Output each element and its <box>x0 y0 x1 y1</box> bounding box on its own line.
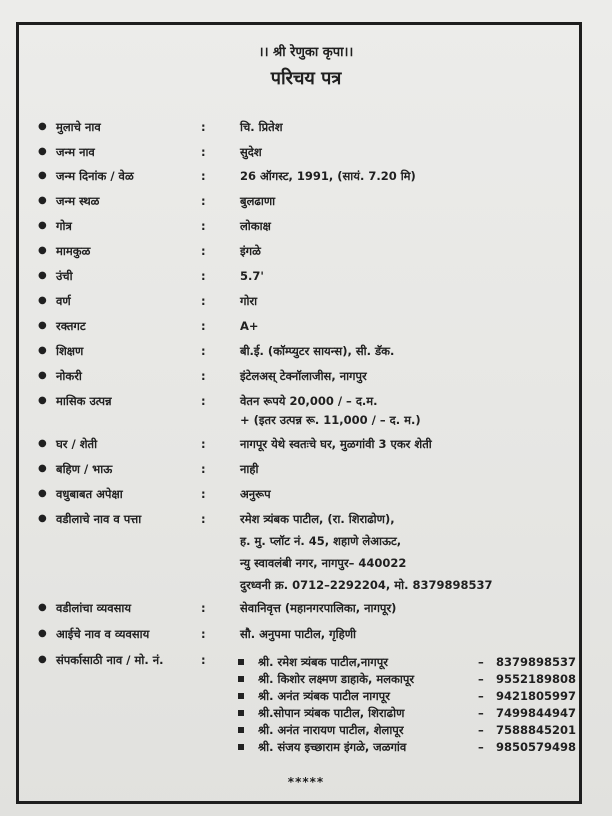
field-value-line: सेवानिवृत्त (महानगरपालिका, नागपूर) <box>240 601 397 615</box>
square-bullet-icon <box>238 744 244 750</box>
field-colon: : <box>201 319 206 333</box>
field-value <box>240 294 257 316</box>
contact-item <box>238 740 578 757</box>
field-value-line: न्यु स्वावलंबी नगर, नागपुर– 440022 <box>240 556 407 570</box>
field-label: बहिण / भाऊ <box>56 462 113 476</box>
field-value-line: बी.ई. (कॉम्प्युटर सायन्स), सी. डॅक. <box>240 344 395 358</box>
field-colon: : <box>201 219 206 233</box>
field-label: शिक्षण <box>56 344 84 358</box>
contact-item <box>238 723 578 740</box>
field-colon: : <box>201 394 206 408</box>
contact-dash: – <box>478 740 484 754</box>
field-value-line: + (इतर उत्पन्न रू. 11,000 / – द. म.) <box>240 413 421 427</box>
field-colon: : <box>201 269 206 283</box>
field-label: नोकरी <box>56 369 82 383</box>
field-value <box>240 601 396 623</box>
square-bullet-icon <box>238 676 244 682</box>
field-colon: : <box>201 244 206 258</box>
field-value <box>240 344 394 366</box>
field-value-line: 26 ऑगस्ट, 1991, (सायं. 7.20 मि) <box>240 169 416 183</box>
field-label: वधुबाबत अपेक्षा <box>56 487 123 501</box>
bullet-icon: ● <box>38 488 47 499</box>
bullet-icon: ● <box>38 345 47 356</box>
field-value <box>240 169 416 191</box>
field-colon: : <box>201 653 206 667</box>
field-value <box>240 462 258 484</box>
square-bullet-icon <box>238 727 244 733</box>
field-value <box>240 120 283 142</box>
field-value-line: इंटेलअस् टेक्नॉलाजीस, नागपुर <box>240 369 367 383</box>
field-colon: : <box>201 512 206 526</box>
contact-list <box>238 655 578 757</box>
field-colon: : <box>201 601 206 615</box>
field-value-line: लोकाक्ष <box>240 219 271 233</box>
field-value <box>240 369 367 391</box>
field-value <box>240 269 264 291</box>
field-colon: : <box>201 369 206 383</box>
field-colon: : <box>201 462 206 476</box>
bullet-icon: ● <box>38 220 47 231</box>
field-colon: : <box>201 169 206 183</box>
field-value-line: सौ. अनुपमा पाटील, गृहिणी <box>240 627 356 641</box>
field-colon: : <box>201 294 206 308</box>
page-title: परिचय पत्र <box>270 68 342 89</box>
contact-phone: 8379898537 <box>496 655 577 669</box>
contact-phone: 9850579498 <box>496 740 577 754</box>
bullet-icon: ● <box>38 654 47 665</box>
contact-name: श्री. रमेश त्र्यंबक पाटील,नागपूर <box>258 655 388 669</box>
field-label: वर्ण <box>56 294 71 308</box>
square-bullet-icon <box>238 659 244 665</box>
field-colon: : <box>201 344 206 358</box>
field-label: वडीलाचे नाव व पत्ता <box>56 512 142 526</box>
invocation-line: ।। श्री रेणुका कृपा।। <box>258 45 354 60</box>
contact-item <box>238 706 578 723</box>
field-value-line: वेतन रूपये 20,000 / – द.म. <box>240 394 378 408</box>
contact-item <box>238 672 578 689</box>
field-label: संपर्कासाठी नाव / मो. नं. <box>56 653 164 667</box>
field-value-line: अनुरूप <box>240 487 271 501</box>
field-value <box>240 219 271 241</box>
contact-name: श्री. संजय इच्छाराम इंगळे, जळगांव <box>258 740 407 754</box>
field-value-line: गोरा <box>240 294 258 308</box>
contact-item <box>238 689 578 706</box>
field-label: जन्म स्थळ <box>56 194 100 208</box>
field-value <box>240 319 259 341</box>
field-label: जन्म दिनांक / वेळ <box>56 169 134 183</box>
field-value-line: चि. प्रितेश <box>240 120 283 134</box>
field-value <box>240 145 262 167</box>
contact-name: श्री. किशोर लक्ष्मण डाहाके, मलकापूर <box>258 672 415 686</box>
field-value-line: इंगळे <box>240 244 261 258</box>
field-label: रक्तगट <box>56 319 86 333</box>
bullet-icon: ● <box>38 628 47 639</box>
field-value <box>240 487 271 509</box>
contact-name: श्री.सोपान त्र्यंबक पाटील, शिराढोण <box>258 706 405 720</box>
field-label: मासिक उत्पन्न <box>56 394 112 408</box>
contact-name: श्री. अनंत नारायण पाटील, शेलापूर <box>258 723 404 737</box>
field-label: घर / शेती <box>56 437 98 451</box>
contact-dash: – <box>478 706 484 720</box>
bullet-icon: ● <box>38 270 47 281</box>
field-colon: : <box>201 627 206 641</box>
contact-phone: 7499844947 <box>496 706 577 720</box>
bullet-icon: ● <box>38 463 47 474</box>
bullet-icon: ● <box>38 395 47 406</box>
field-value <box>240 512 492 600</box>
field-value <box>240 394 421 432</box>
field-value <box>240 244 261 266</box>
bullet-icon: ● <box>38 370 47 381</box>
bullet-icon: ● <box>38 170 47 181</box>
contact-dash: – <box>478 672 484 686</box>
field-label: वडीलांचा व्यवसाय <box>56 601 132 615</box>
bullet-icon: ● <box>38 513 47 524</box>
field-label: जन्म नाव <box>56 145 95 159</box>
field-value-line: दुरध्वनी क्र. 0712–2292204, मो. 8379898537 <box>240 578 493 592</box>
contact-phone: 9421805997 <box>496 689 577 703</box>
field-label: उंची <box>56 269 73 283</box>
square-bullet-icon <box>238 710 244 716</box>
field-label: मामकुळ <box>56 244 91 258</box>
field-value-line: नाही <box>240 462 259 476</box>
footer-stars: ***** <box>287 775 325 789</box>
field-label: गोत्र <box>56 219 72 233</box>
bullet-icon: ● <box>38 245 47 256</box>
field-value-line: रमेश त्र्यंबक पाटील, (रा. शिराढोण), <box>240 512 395 526</box>
field-colon: : <box>201 120 206 134</box>
field-value-line: 5.7' <box>240 269 264 283</box>
field-value-line: सुदेश <box>240 145 262 159</box>
bullet-icon: ● <box>38 295 47 306</box>
contact-dash: – <box>478 655 484 669</box>
field-value-line: A+ <box>240 319 259 333</box>
contact-item <box>238 655 578 672</box>
field-colon: : <box>201 437 206 451</box>
field-value <box>240 437 432 459</box>
bullet-icon: ● <box>38 146 47 157</box>
field-value-line: नागपूर येथे स्वतःचे घर, मुळगांवी 3 एकर शेती <box>240 437 432 451</box>
contact-dash: – <box>478 689 484 703</box>
contact-name: श्री. अनंत त्र्यंबक पाटील नागपूर <box>258 689 390 703</box>
field-label: आईचे नाव व व्यवसाय <box>56 627 150 641</box>
contact-phone: 9552189808 <box>496 672 577 686</box>
bullet-icon: ● <box>38 121 47 132</box>
bullet-icon: ● <box>38 602 47 613</box>
field-value <box>240 627 356 649</box>
bullet-icon: ● <box>38 320 47 331</box>
field-colon: : <box>201 145 206 159</box>
field-label: मुलाचे नाव <box>56 120 101 134</box>
contact-phone: 7588845201 <box>496 723 577 737</box>
field-colon: : <box>201 487 206 501</box>
field-value-line: बुलढाणा <box>240 194 276 208</box>
field-colon: : <box>201 194 206 208</box>
field-value <box>240 194 275 216</box>
field-value-line: ह. मु. प्लॉट नं. 45, शहाणे लेआऊट, <box>240 534 402 548</box>
bullet-icon: ● <box>38 438 47 449</box>
contact-dash: – <box>478 723 484 737</box>
bullet-icon: ● <box>38 195 47 206</box>
square-bullet-icon <box>238 693 244 699</box>
